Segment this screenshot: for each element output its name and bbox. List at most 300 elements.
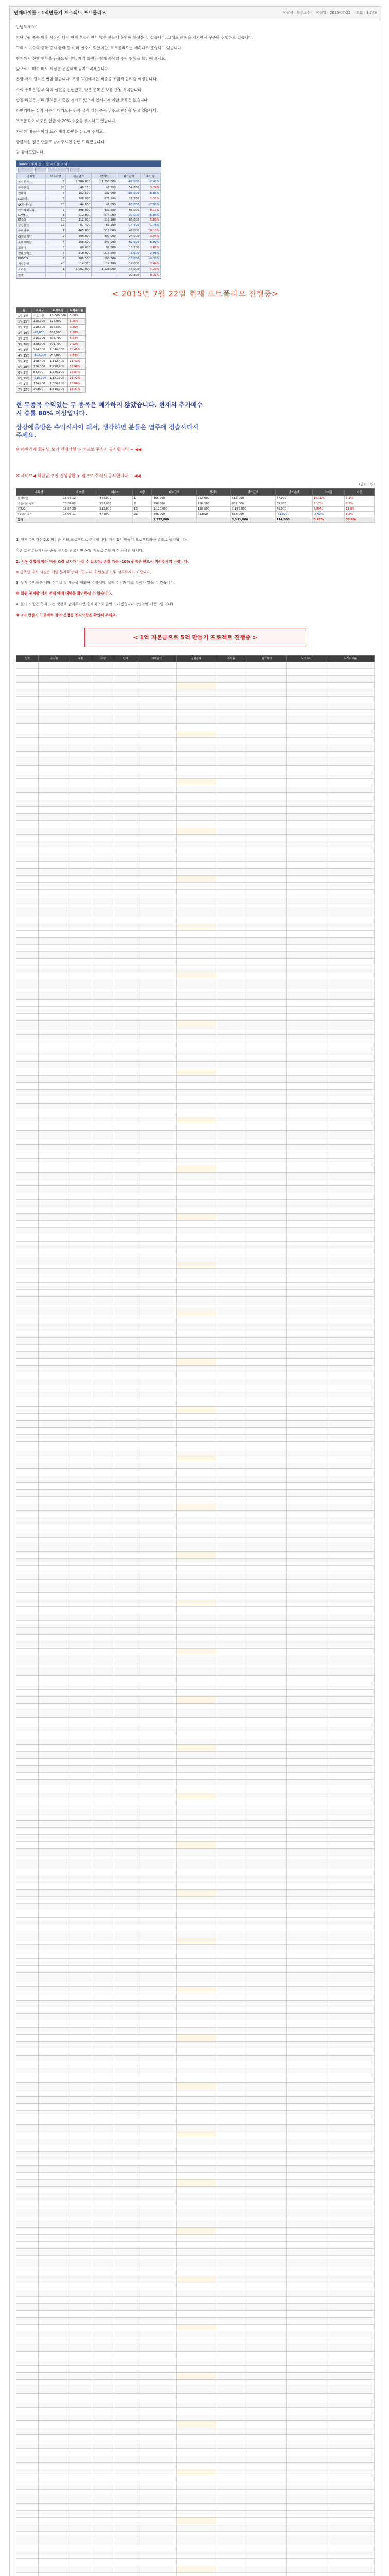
table-cell [92,1959,114,1965]
table-cell [114,986,137,993]
table-cell [16,1082,39,1089]
table-cell [114,1814,137,1820]
table-cell [286,1752,326,1758]
table-row [16,1117,375,1124]
table-cell [70,2559,92,2566]
headline [16,401,375,417]
table-cell [137,806,176,813]
table-cell [16,786,39,792]
table-cell [137,2524,176,2531]
table-cell [92,1793,114,1800]
table-cell [39,1896,70,1903]
table-cell [176,1248,216,1255]
table-cell [326,2490,375,2497]
table-cell [70,1476,92,1482]
table-cell: 6 [45,245,66,251]
table-cell [39,793,70,800]
table-cell [137,1165,176,1172]
table-cell [247,1766,286,1772]
table-cell [137,896,176,903]
table-cell [70,1793,92,1800]
table-cell [216,2035,247,2041]
table-cell [137,2380,176,2386]
table-cell [247,1503,286,1510]
table-cell [16,751,39,758]
table-cell [247,731,286,737]
table-cell [326,1593,375,1600]
table-cell [286,2290,326,2296]
table-cell [39,875,70,882]
table-cell [176,738,216,744]
table-cell [92,786,114,792]
table-cell [326,2069,375,2076]
table-cell [39,2076,70,2082]
table-cell [70,1131,92,1138]
table-cell [286,1780,326,1786]
table-cell [176,710,216,717]
intro-paragraph: 안녕하세요. [16,25,36,29]
table-cell [326,1186,375,1193]
table-cell [114,834,137,841]
table-cell [216,1752,247,1758]
table-cell [92,1420,114,1427]
table-cell [286,2041,326,2048]
table-cell [92,2359,114,2365]
table-cell [114,883,137,889]
table-cell [70,1814,92,1820]
table-cell [137,1151,176,1158]
table-cell [137,1455,176,1462]
table-cell [247,1165,286,1172]
table-cell [16,1110,39,1117]
table-cell [137,1621,176,1628]
table-row [16,1793,375,1800]
table-cell [39,2117,70,2124]
table-cell [70,1579,92,1586]
table-cell [216,2297,247,2303]
table-cell [114,1579,137,1586]
table-cell [137,986,176,993]
table-cell [92,1145,114,1151]
table-cell [137,1814,176,1820]
table-cell [70,903,92,910]
table-cell [326,2317,375,2324]
table-cell [137,1262,176,1268]
table-cell [247,1614,286,1620]
table-cell [39,703,70,710]
table-cell [176,1993,216,2000]
table-cell [286,675,326,682]
table-cell [286,724,326,731]
table-cell [247,1469,286,1476]
table-cell [137,1351,176,1358]
table-cell [16,1269,39,1276]
table-cell [247,2145,286,2151]
table-cell [326,2511,375,2517]
table-cell [92,1455,114,1462]
table-cell [176,1814,216,1820]
table-row [16,2187,375,2193]
table-cell [326,2297,375,2303]
table-row [16,1151,375,1158]
table-cell [114,1558,137,1565]
table-cell [176,2228,216,2234]
table-cell [16,855,39,861]
table-row [16,1483,375,1489]
table-cell [39,1207,70,1213]
table-row [16,2531,375,2538]
table-row [16,1703,375,1710]
table-row [16,1234,375,1241]
table-cell [39,2414,70,2420]
table-cell [92,848,114,855]
table-cell [16,875,39,882]
table-cell [137,2138,176,2145]
table-cell [70,1062,92,1069]
table-row [16,1621,375,1628]
table-cell [70,1655,92,1662]
table-cell [176,1848,216,1855]
table-row [16,1076,375,1082]
table-cell [16,717,39,723]
table-cell [16,2173,39,2179]
table-cell [70,1697,92,1703]
table-cell [216,1621,247,1628]
table-cell [114,862,137,869]
column-header: 평가손익 [275,489,312,496]
table-cell [92,2255,114,2262]
table-cell [176,1952,216,1958]
table-cell [216,2048,247,2055]
table-cell [137,2193,176,2200]
broker-account-window [16,160,161,279]
table-cell [39,924,70,930]
table-cell [16,1517,39,1524]
table-cell [137,1400,176,1406]
table-cell [326,786,375,792]
table-cell [137,979,176,986]
table-cell [286,662,326,668]
table-cell [114,1151,137,1158]
table-cell [39,1214,70,1221]
table-cell [286,1207,326,1213]
table-row [16,1938,375,1945]
table-cell [92,827,114,834]
table-cell: 기업은행 [17,261,46,267]
table-cell [92,1282,114,1289]
table-cell [137,814,176,820]
table-cell [176,2545,216,2552]
table-cell [92,1469,114,1476]
table-cell [216,2179,247,2186]
table-cell [326,2380,375,2386]
table-cell [92,2421,114,2428]
table-cell [326,2262,375,2269]
table-cell [114,1848,137,1855]
table-cell [176,2173,216,2179]
table-cell [70,1420,92,1427]
table-cell [39,2572,70,2576]
table-cell [137,1034,176,1041]
table-cell [286,2483,326,2489]
table-row [16,2524,375,2531]
table-cell [176,1703,216,1710]
table-cell [137,2165,176,2172]
table-cell [247,1193,286,1199]
column-header: 수익률 [216,655,247,662]
table-cell [216,896,247,903]
table-cell [247,2048,286,2055]
table-cell [247,2566,286,2572]
table-cell [137,1476,176,1482]
table-cell [114,696,137,703]
table-cell [326,2248,375,2255]
table-cell [247,979,286,986]
table-cell [286,2269,326,2276]
table-cell [39,1814,70,1820]
table-cell [39,944,70,951]
table-cell [39,2193,70,2200]
table-row [16,1393,375,1400]
table-cell [176,786,216,792]
table-cell [70,896,92,903]
table-cell [39,2297,70,2303]
table-cell [326,1034,375,1041]
table-cell [39,1552,70,1558]
table-cell [39,1938,70,1945]
table-cell [247,1772,286,1779]
table-cell [114,2393,137,2400]
table-cell [176,1517,216,1524]
table-cell [16,2407,39,2414]
table-cell [216,1979,247,1986]
table-cell [326,834,375,841]
table-cell [39,1455,70,1462]
table-cell [114,2366,137,2372]
table-cell [70,1110,92,1117]
table-cell: 1.31% [140,196,160,202]
table-cell [92,1565,114,1572]
table-cell [70,1214,92,1221]
table-cell [39,2517,70,2524]
table-cell [286,2138,326,2145]
table-cell [39,1572,70,1579]
table-cell [216,1634,247,1641]
table-cell [247,2366,286,2372]
table-cell [39,2090,70,2096]
table-cell [114,1476,137,1482]
table-row [16,330,86,336]
table-cell [114,2421,137,2428]
table-cell [137,2234,176,2241]
table-cell [70,814,92,820]
table-cell [326,1179,375,1186]
table-cell [70,2242,92,2248]
table-row [16,944,375,951]
table-row [16,827,375,834]
table-cell [326,1103,375,1110]
table-cell [92,2283,114,2290]
table-cell [286,2511,326,2517]
table-cell: 125,000 [48,319,68,325]
table-cell [176,1835,216,1841]
table-cell [16,1938,39,1945]
table-cell [39,731,70,737]
table-row [16,1179,375,1186]
table-cell [216,2193,247,2200]
table-cell [114,2200,137,2207]
table-cell: 한미약품 [16,496,62,501]
table-cell: 41,650 [196,512,231,517]
table-cell [70,2000,92,2007]
table-cell [326,1124,375,1130]
table-cell [39,2221,70,2228]
table-cell [216,1393,247,1400]
table-cell [114,2311,137,2317]
table-cell [286,1241,326,1248]
table-cell [247,1876,286,1883]
table-cell [326,2497,375,2503]
table-cell [326,993,375,999]
table-cell [216,1400,247,1406]
table-cell [137,1938,176,1945]
table-cell [216,2290,247,2296]
table-cell [92,1221,114,1227]
table-cell [39,1931,70,1938]
table-row [16,883,375,889]
table-cell [286,2504,326,2511]
table-cell [16,1972,39,1979]
table-cell [16,2062,39,2069]
table-cell [16,1338,39,1345]
table-cell [216,2559,247,2566]
table-cell [92,1910,114,1917]
table-cell [286,1731,326,1738]
table-cell [70,2076,92,2082]
table-cell [286,1434,326,1441]
table-cell [137,1310,176,1317]
table-cell [39,1276,70,1282]
table-cell [70,1489,92,1496]
table-cell [137,1683,176,1689]
table-cell [39,2366,70,2372]
table-cell [39,2566,70,2572]
table-row [16,1945,375,1952]
table-row [16,1158,375,1165]
table-cell [92,1489,114,1496]
table-cell [114,1545,137,1551]
table-cell [70,1096,92,1103]
table-cell [247,2303,286,2310]
table-cell [114,2414,137,2420]
table-cell [70,738,92,744]
table-cell [137,1841,176,1848]
table-cell [326,1717,375,1724]
table-cell [92,1703,114,1710]
table-cell [114,944,137,951]
table-cell [137,1945,176,1952]
table-cell [39,1904,70,1910]
table-cell [114,2524,137,2531]
table-cell [326,779,375,786]
table-cell [247,2159,286,2165]
table-cell [70,1207,92,1213]
table-cell [92,1303,114,1310]
table-cell [16,1386,39,1393]
table-cell: 49,950 [92,185,117,191]
table-cell [16,1579,39,1586]
table-cell [70,1565,92,1572]
table-cell [114,1655,137,1662]
note-item: ※ 종목별 매도 시점은 개별 문자로 안내드립니다. 회원분들 모두 성투하시기 바랍니다. [16,570,151,574]
table-cell [216,738,247,744]
table-cell: 삼성물산 [17,223,46,228]
table-cell [70,1855,92,1862]
table-cell [286,1414,326,1420]
table-cell [70,1317,92,1324]
table-cell [216,1027,247,1034]
table-cell: 407,000 [92,234,117,240]
table-cell [70,827,92,834]
table-cell: 152,500 [66,191,92,196]
table-cell [114,2386,137,2393]
table-cell [176,2248,216,2255]
table-cell [247,2483,286,2489]
table-cell [114,744,137,751]
table-cell [137,1717,176,1724]
table-cell [98,517,133,523]
table-cell [16,2283,39,2290]
table-row [16,1221,375,1227]
table-row [16,1400,375,1406]
table-cell [176,999,216,1006]
table-cell [70,1545,92,1551]
table-cell [137,1917,176,1924]
table-cell [70,1876,92,1883]
table-cell [326,1338,375,1345]
table-cell [286,1876,326,1883]
table-cell [137,1255,176,1262]
table-cell [137,682,176,689]
table-cell [16,2552,39,2558]
table-cell [39,662,70,668]
table-row [16,2442,375,2448]
table-row [16,1282,375,1289]
table-cell [247,2110,286,2117]
table-cell [176,2469,216,2476]
table-cell [39,1179,70,1186]
table-cell [247,1221,286,1227]
table-cell [92,903,114,910]
table-row [16,2400,375,2407]
table-cell [70,710,92,717]
table-cell [92,2131,114,2138]
table-row [16,862,375,869]
table-cell [16,710,39,717]
table-cell [326,2545,375,2552]
table-cell [137,2469,176,2476]
table-cell [114,1648,137,1655]
table-cell [247,1365,286,1372]
table-cell [70,2303,92,2310]
table-row [16,2145,375,2151]
table-cell [137,2145,176,2151]
table-cell [16,841,39,848]
table-cell [216,1165,247,1172]
table-cell [114,1365,137,1372]
table-cell [247,1179,286,1186]
table-cell [39,2386,70,2393]
